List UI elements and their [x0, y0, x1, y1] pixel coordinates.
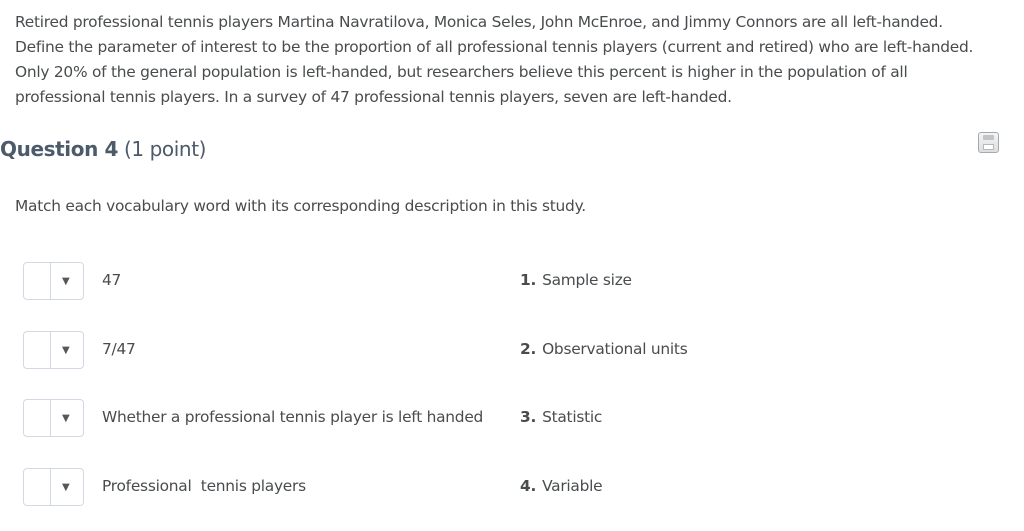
save-icon-shutter — [983, 135, 994, 140]
floppy-disk-icon[interactable] — [978, 132, 999, 153]
match-answer — [520, 408, 602, 426]
matching-row — [0, 331, 1024, 371]
match-dropdown[interactable] — [23, 331, 84, 369]
answer-number: 2. — [520, 340, 537, 358]
match-dropdown[interactable] — [23, 262, 84, 300]
chevron-down-icon: ▼ — [62, 345, 70, 356]
chevron-down-icon: ▼ — [62, 413, 70, 424]
answer-number: 1. — [520, 271, 537, 289]
chevron-down-icon: ▼ — [62, 276, 70, 287]
match-choice: Whether a professional tennis player is left handed — [102, 408, 484, 426]
answer-label: Sample size — [542, 271, 632, 289]
passage-line: Retired professional tennis players Martina Navratilova, Monica Seles, John McEnroe, and Jimmy Connors are all left-handed. — [15, 13, 943, 31]
dropdown-value — [24, 332, 51, 368]
question-label: Question 4 — [0, 137, 118, 161]
question-instructions: Match each vocabulary word with its corresponding description in this study. — [15, 197, 586, 215]
match-answer — [520, 477, 602, 495]
answer-label: Observational units — [542, 340, 688, 358]
matching-row — [0, 468, 1024, 508]
answer-label: Statistic — [542, 408, 603, 426]
passage-line: professional tennis players. In a survey of 47 professional tennis players, seven are left-handed. — [15, 88, 732, 106]
match-answer — [520, 271, 632, 289]
dropdown-value — [24, 400, 51, 436]
question-points: (1 point) — [123, 137, 207, 161]
matching-row — [0, 399, 1024, 439]
chevron-down-icon: ▼ — [62, 482, 70, 493]
answer-number: 4. — [520, 477, 537, 495]
match-choice: 47 — [102, 271, 122, 289]
match-choice: 7/47 — [102, 340, 136, 358]
match-choice: Professional tennis players — [102, 477, 306, 495]
save-icon-label — [983, 144, 994, 150]
question-header — [0, 137, 206, 161]
dropdown-value — [24, 469, 51, 505]
answer-number: 3. — [520, 408, 537, 426]
match-answer — [520, 340, 687, 358]
answer-label: Variable — [542, 477, 603, 495]
passage-line: Define the parameter of interest to be the proportion of all professional tennis players (current and retired) who are left-handed. — [15, 38, 974, 56]
dropdown-value — [24, 263, 51, 299]
match-dropdown[interactable] — [23, 468, 84, 506]
match-dropdown[interactable] — [23, 399, 84, 437]
matching-row — [0, 262, 1024, 302]
question-passage — [15, 10, 1015, 110]
passage-line: Only 20% of the general population is left-handed, but researchers believe this percent is higher in the population of all — [15, 63, 908, 81]
